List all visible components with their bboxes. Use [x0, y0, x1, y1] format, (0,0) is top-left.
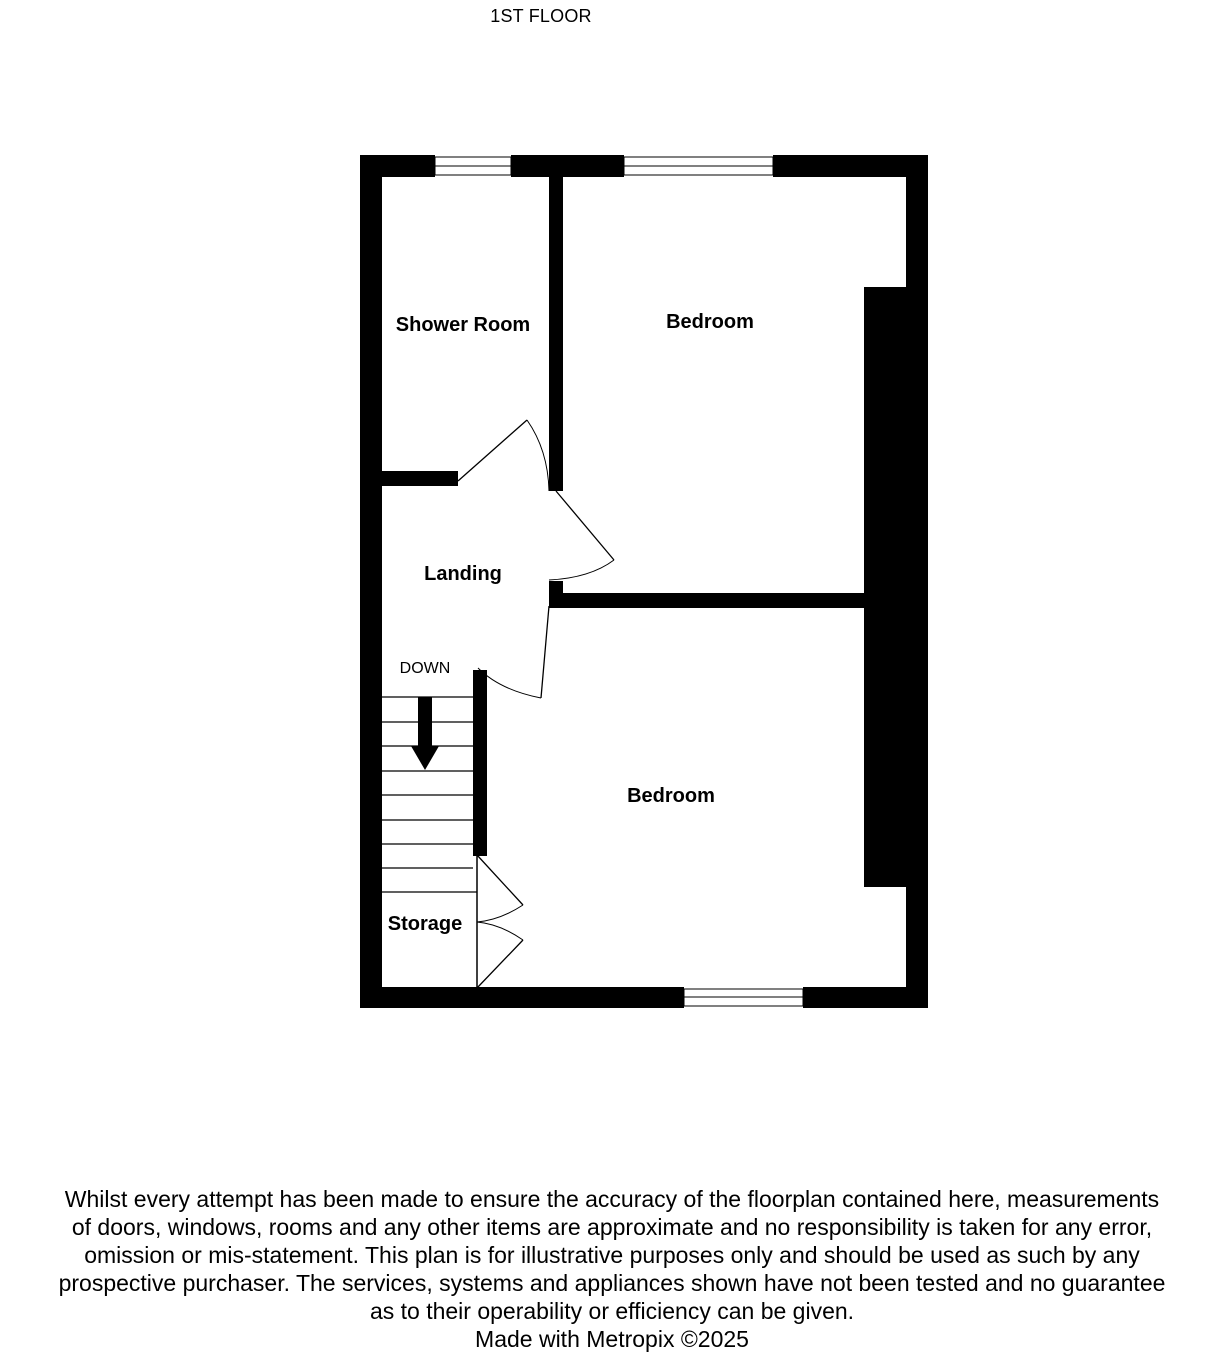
door-shower-room	[458, 420, 527, 481]
wall-bottom-right	[803, 987, 928, 1008]
floor-title: 1ST FLOOR	[490, 6, 592, 26]
wall-landing-stub	[549, 581, 563, 608]
disclaimer-line: Whilst every attempt has been made to ensure the accuracy of the floorplan contained here, measurements	[64, 1186, 1160, 1212]
disclaimer-line: prospective purchaser. The services, systems and appliances shown have not been tested and no guarantee	[58, 1270, 1166, 1296]
chimney-breast	[864, 287, 908, 887]
wall-right	[906, 155, 928, 1008]
door-bedroom-upper	[556, 491, 614, 560]
wall-shower-landing	[380, 471, 458, 486]
door-storage-bottom	[477, 940, 523, 988]
room-label-landing: Landing	[424, 563, 502, 585]
door-swing-shower-room	[527, 420, 549, 491]
door-swing-bedroom-lower	[478, 668, 541, 698]
wall-bedrooms-divider	[563, 593, 866, 608]
credit: Made with Metropix ©2025	[475, 1326, 749, 1352]
wall-left	[360, 155, 382, 1008]
disclaimer	[0, 1185, 1224, 1353]
down-arrow-icon	[411, 697, 439, 770]
disclaimer-line: omission or mis-statement. This plan is for illustrative purposes only and should be used as such by any	[84, 1242, 1140, 1268]
door-swing-storage-top	[477, 905, 523, 922]
room-label-shower-room: Shower Room	[395, 314, 531, 336]
door-swing-bedroom-upper	[549, 560, 614, 580]
wall-shower-bedroom	[549, 175, 563, 491]
disclaimer-line: as to their operability or efficiency can be given.	[369, 1298, 855, 1324]
room-label-bedroom-upper: Bedroom	[666, 311, 754, 333]
wall-top-middle	[511, 155, 624, 177]
stairs-down-label: DOWN	[399, 660, 451, 677]
wall-bottom-left	[360, 987, 684, 1008]
door-swing-storage-bottom	[477, 922, 523, 940]
room-label-storage: Storage	[387, 913, 463, 935]
room-label-bedroom-lower: Bedroom	[627, 785, 715, 807]
wall-top-right	[773, 155, 928, 177]
wall-stair-bedroom	[473, 670, 487, 856]
door-bedroom-lower	[541, 606, 549, 698]
door-storage-top	[477, 855, 523, 905]
disclaimer-line: of doors, windows, rooms and any other items are approximate and no responsibility is taken for any error,	[71, 1214, 1153, 1240]
